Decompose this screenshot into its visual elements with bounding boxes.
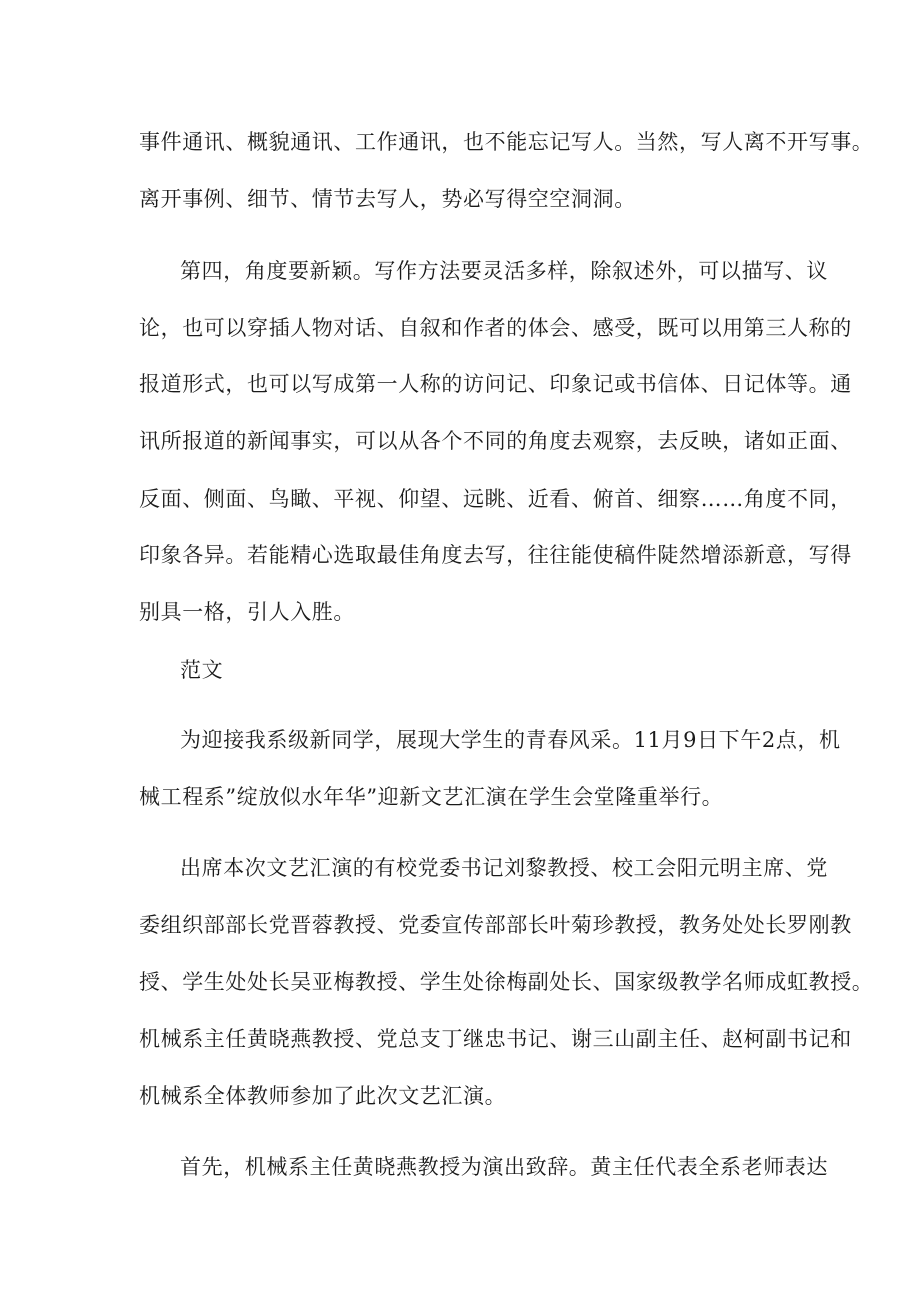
- paragraph-4-line-2: 械工程系”绽放似水年华”迎新文艺汇演在学生会堂隆重举行。: [139, 785, 724, 809]
- paragraph-5-line-5: 机械系全体教师参加了此次文艺汇演。: [139, 1084, 507, 1108]
- paragraph-6-line-1: 首先，机械系主任黄晓燕教授为演出致辞。黄主任代表全系老师表达: [180, 1155, 828, 1179]
- paragraph-2-line-6: 印象各异。若能精心选取最佳角度去写，往往能使稿件陡然增添新意，写得: [139, 543, 852, 567]
- paragraph-5-line-4: 机械系主任黄晓燕教授、党总支丁继忠书记、谢三山副主任、赵柯副书记和: [139, 1027, 852, 1051]
- paragraph-1-line-2: 离开事例、细节、情节去写人，势必写得空空洞洞。: [139, 187, 636, 211]
- paragraph-2-line-4: 讯所报道的新闻事实，可以从各个不同的角度去观察，去反映，诸如正面、: [139, 429, 852, 453]
- paragraph-2-line-5: 反面、侧面、鸟瞰、平视、仰望、远眺、近看、俯首、细察……角度不同，: [139, 487, 852, 511]
- paragraph-2-line-1: 第四，角度要新颖。写作方法要灵活多样，除叙述外，可以描写、议: [180, 259, 828, 283]
- paragraph-5-line-1: 出席本次文艺汇演的有校党委书记刘黎教授、校工会阳元明主席、党: [180, 856, 828, 880]
- paragraph-2-line-3: 报道形式，也可以写成第一人称的访问记、印象记或书信体、日记体等。通: [139, 372, 852, 396]
- paragraph-5-line-2: 委组织部部长党晋蓉教授、党委宣传部部长叶菊珍教授，教务处处长罗刚教: [139, 913, 852, 937]
- paragraph-5-line-3: 授、学生处处长吴亚梅教授、学生处徐梅副处长、国家级教学名师成虹教授。: [139, 970, 874, 994]
- paragraph-4-line-1: 为迎接我系级新同学，展现大学生的青春风采。11月9日下午2点，机: [180, 728, 841, 752]
- paragraph-2-line-2: 论，也可以穿插人物对话、自叙和作者的体会、感受，既可以用第三人称的: [139, 316, 852, 340]
- sample-essay-heading: 范文: [180, 658, 224, 682]
- paragraph-2-line-7: 别具一格，引人入胜。: [139, 600, 355, 624]
- paragraph-1-line-1: 事件通讯、概貌通讯、工作通讯，也不能忘记写人。当然，写人离不开写事。: [139, 130, 874, 154]
